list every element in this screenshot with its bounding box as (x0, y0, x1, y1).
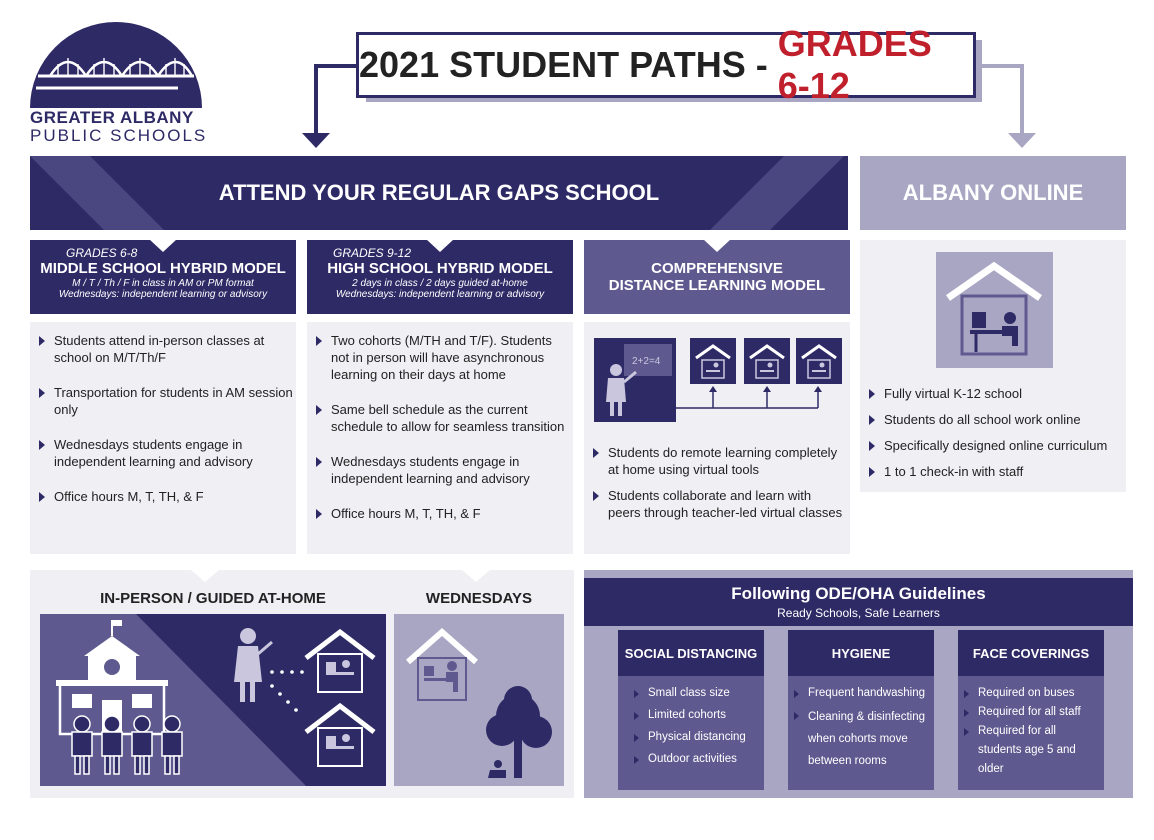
bullet-arrow-icon (869, 441, 875, 451)
in-person-illustration (40, 614, 386, 786)
middle-title: MIDDLE SCHOOL HYBRID MODEL (40, 260, 286, 277)
wednesdays-label: WEDNESDAYS (425, 590, 533, 607)
title-prefix: 2021 STUDENT PATHS - (359, 44, 778, 85)
remote-student-house-icon (744, 338, 790, 384)
hygiene-list (788, 676, 934, 772)
high-grades: GRADES 9-12 (333, 246, 412, 260)
list-item: Transportation for students in AM session only (30, 384, 296, 418)
remote-student-house-icon (796, 338, 842, 384)
bullet-arrow-icon (869, 389, 875, 399)
bullet-arrow-icon (634, 712, 639, 720)
online-bullet-list (860, 385, 1126, 489)
bullet-arrow-icon (634, 690, 639, 698)
page-title (356, 23, 976, 106)
list-item: Physical distancing (628, 728, 760, 747)
wednesdays-illustration (394, 614, 564, 786)
high-sub1: 2 days in class / 2 days guided at-home (352, 278, 528, 289)
title-highlight: GRADES 6-12 (777, 23, 932, 106)
bullet-arrow-icon (593, 491, 599, 501)
list-item: Required on buses (958, 684, 1100, 703)
middle-school-header (30, 240, 296, 314)
bullet-arrow-icon (634, 756, 639, 764)
list-item: Two cohorts (M/TH and T/F). Students not in person will have asynchronous learning on their days at home (307, 332, 573, 383)
board-equation: 2+2=4 (632, 356, 661, 367)
face-coverings-heading: FACE COVERINGS (958, 630, 1104, 676)
list-item: Same bell schedule as the current schedule to allow for seamless transition (307, 401, 573, 435)
bullet-arrow-icon (39, 492, 45, 502)
high-bullet-list (307, 332, 573, 522)
regular-school-heading: ATTEND YOUR REGULAR GAPS SCHOOL (218, 180, 660, 205)
list-item: Students attend in-person classes at school on M/T/Th/F (30, 332, 296, 366)
bullet-arrow-icon (316, 405, 322, 415)
middle-sub1: M / T / Th / F in class in AM or PM format (72, 278, 254, 289)
high-sub2: Wednesdays: independent learning or advisory (335, 289, 545, 300)
regular-school-banner (30, 156, 848, 230)
bullet-arrow-icon (634, 734, 639, 742)
bullet-arrow-icon (316, 336, 322, 346)
list-item: Wednesdays students engage in independent learning and advisory (307, 453, 573, 487)
high-school-header (307, 240, 573, 314)
bullet-arrow-icon (39, 336, 45, 346)
face-coverings-list (958, 676, 1104, 779)
list-item: Specifically designed online curriculum (860, 437, 1126, 454)
hygiene-card (788, 630, 934, 790)
list-item: Students do all school work online (860, 411, 1126, 428)
bullet-arrow-icon (593, 448, 599, 458)
list-item: Office hours M, T, TH, & F (30, 488, 296, 505)
logo-name-line2: PUBLIC SCHOOLS (30, 126, 208, 145)
list-item: Outdoor activities (628, 750, 760, 769)
distance-title-line1: COMPREHENSIVE (651, 260, 783, 277)
distance-learning-panel (584, 322, 850, 554)
list-item: 1 to 1 check-in with staff (860, 463, 1126, 480)
hygiene-heading: HYGIENE (788, 630, 934, 676)
list-item: Required for all staff (958, 703, 1100, 722)
distance-title-line2: DISTANCE LEARNING MODEL (608, 277, 826, 294)
bullet-arrow-icon (964, 709, 969, 717)
list-item: Office hours M, T, TH, & F (307, 505, 573, 522)
albany-online-heading: ALBANY ONLINE (902, 180, 1084, 205)
bullet-arrow-icon (794, 690, 799, 698)
bullet-arrow-icon (869, 415, 875, 425)
list-item: Wednesdays students engage in independent learning and advisory (30, 436, 296, 470)
schedule-section (30, 570, 574, 798)
list-item: Cleaning & disinfecting when cohorts move between rooms (788, 706, 930, 772)
online-house-illustration (936, 252, 1053, 368)
bullet-arrow-icon (316, 509, 322, 519)
distance-bullet-list (584, 444, 846, 539)
list-item: Frequent handwashing (788, 684, 930, 703)
list-item: Fully virtual K-12 school (860, 385, 1126, 402)
virtual-classroom-illustration (594, 338, 844, 428)
bullet-arrow-icon (39, 388, 45, 398)
bullet-arrow-icon (794, 712, 799, 720)
face-coverings-card (958, 630, 1104, 790)
social-distancing-card (618, 630, 764, 790)
middle-school-panel (30, 322, 296, 554)
bullet-arrow-icon (964, 690, 969, 698)
guidelines-heading: Following ODE/OHA Guidelines (731, 584, 986, 603)
middle-grades: GRADES 6-8 (66, 246, 138, 260)
bullet-arrow-icon (316, 457, 322, 467)
bullet-arrow-icon (869, 467, 875, 477)
list-item: Required for all students age 5 and older (958, 722, 1100, 779)
social-distancing-heading: SOCIAL DISTANCING (618, 630, 764, 676)
list-item: Small class size (628, 684, 760, 703)
albany-online-banner (860, 156, 1126, 230)
logo-name-line1: GREATER ALBANY (30, 108, 194, 127)
social-distancing-list (618, 676, 764, 769)
albany-online-panel (860, 240, 1126, 492)
high-title: HIGH SCHOOL HYBRID MODEL (327, 260, 553, 277)
high-school-panel (307, 322, 573, 554)
guidelines-header (584, 578, 1133, 626)
list-item: Students do remote learning completely at home using virtual tools (584, 444, 846, 478)
middle-sub2: Wednesdays: independent learning or advisory (58, 289, 268, 300)
middle-bullet-list (30, 332, 296, 505)
remote-student-house-icon (690, 338, 736, 384)
bullet-arrow-icon (964, 728, 969, 736)
bullet-arrow-icon (39, 440, 45, 450)
in-person-label: IN-PERSON / GUIDED AT-HOME (100, 590, 326, 607)
list-item: Students collaborate and learn with peers through teacher-led virtual classes (584, 487, 846, 521)
list-item: Limited cohorts (628, 706, 760, 725)
house-student-icon (936, 252, 1053, 368)
distance-learning-header (584, 240, 850, 314)
guidelines-section (584, 570, 1133, 798)
guidelines-subheading: Ready Schools, Safe Learners (777, 606, 940, 620)
